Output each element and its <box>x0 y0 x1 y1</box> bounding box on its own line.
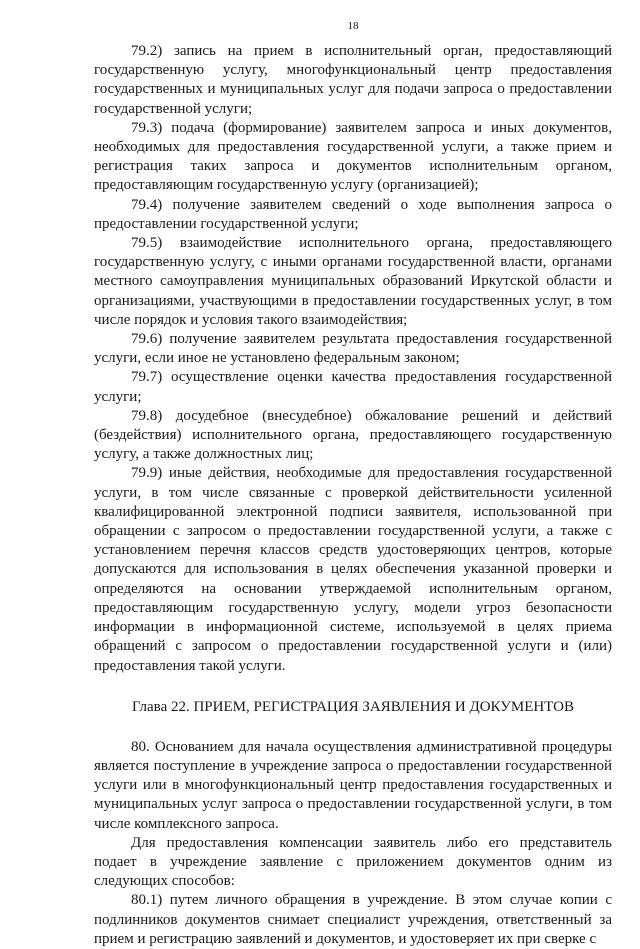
paragraph-80-1: 80.1) путем личного обращения в учреждение. В этом случае копии с подлинников документов снимает специалист учреждения, ответственный за прием и регистрацию заявлений и документов, и удостоверяет их при сверке с <box>94 892 612 947</box>
paragraph-79-2: 79.2) запись на прием в исполнительный орган, предоставляющий государственную услугу, многофункциональный центр предоставления государственных и муниципальных услуг для подачи запроса о предоставлении государственной услуги; <box>94 43 612 117</box>
page-number: 18 <box>347 20 359 32</box>
paragraph-79-8: 79.8) досудебное (внесудебное) обжалование решений и действий (бездействия) исполнительного органа, предоставляющего государственную услугу, а также должностных лиц; <box>94 407 612 463</box>
paragraph-79-7: 79.7) осуществление оценки качества предоставления государственной услуги; <box>94 369 612 405</box>
paragraph-79-4: 79.4) получение заявителем сведений о ходе выполнения запроса о предоставлении государственной услуги; <box>94 196 612 232</box>
paragraph-79-9: 79.9) иные действия, необходимые для предоставления государственной услуги, в том числе связанные с проверкой действительности усиленной квалифицированной электронной подписи заявителя, использованной при обращении с запросом о предоставлении государственной услуги, а также с установлением перечня классов средств удостоверяющих центров, которые допускаются для использования в целях обеспечения указанной проверки и определяются на основании утверждаемой исполнительным органом, предоставляющим государственную услугу, модели угроз безопасности информации в информационной системе, используемой в целях приема обращений с запросом о предоставлении государственной услуги и (или) предоставления такой услуги. <box>94 465 612 674</box>
chapter-title: Глава 22. ПРИЕМ, РЕГИСТРАЦИЯ ЗАЯВЛЕНИЯ И ДОКУМЕНТОВ <box>132 698 574 715</box>
paragraph-compensation: Для предоставления компенсации заявитель либо его представитель подает в учреждение заявление с приложением документов одним из следующих способов: <box>94 834 612 890</box>
paragraph-80: 80. Основанием для начала осуществления административной процедуры является поступление в учреждение запроса о предоставлении государственной услуги или в многофункциональный центр предоставления государственных и муниципальных услуг запроса о предоставлении государственной услуги, в том числе комплексного запроса. <box>94 738 612 832</box>
paragraph-79-3: 79.3) подача (формирование) заявителем запроса и иных документов, необходимых для предоставления государственной услуги, а также прием и регистрация таких запроса и документов исполнительным органом, предоставляющим государственную услугу (организацией); <box>94 119 612 194</box>
paragraph-79-6: 79.6) получение заявителем результата предоставления государственной услуги, если иное не установлено федеральным законом; <box>94 331 612 367</box>
paragraph-79-5: 79.5) взаимодействие исполнительного органа, предоставляющего государственную услугу, с иными органами государственной власти, органами местного самоуправления муниципальных образований Иркутской области и организациями, участвующими в предоставлении государственных услуг, в том числе порядок и условия такого взаимодействия; <box>94 235 612 328</box>
